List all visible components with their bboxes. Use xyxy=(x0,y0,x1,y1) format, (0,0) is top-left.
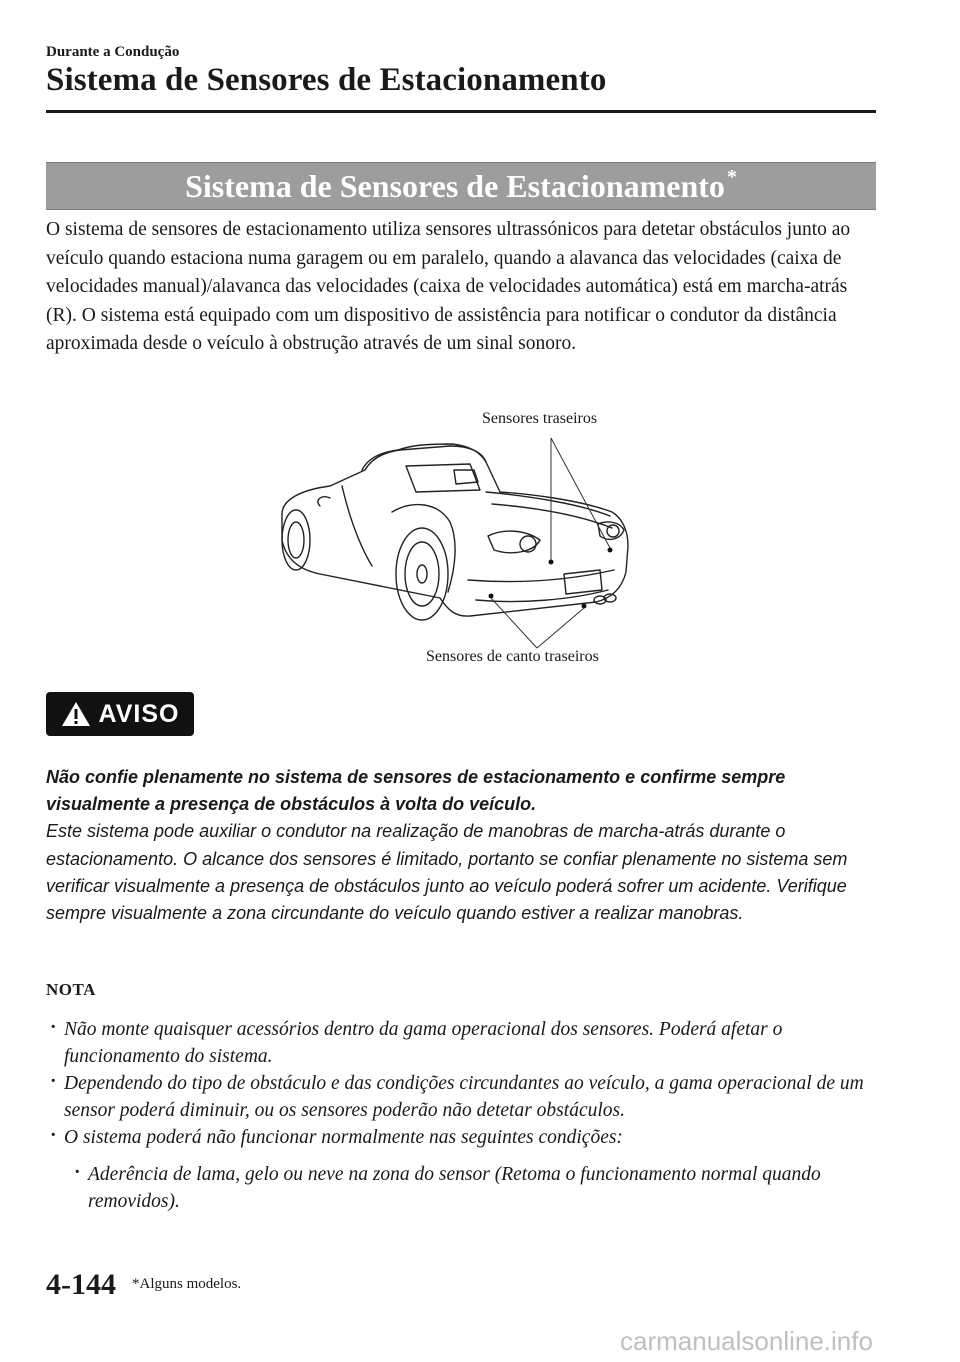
warning-text xyxy=(46,764,886,927)
rear-corner-sensors-label: Sensores de canto traseiros xyxy=(426,648,599,665)
warning-badge xyxy=(46,692,194,736)
warning-lead: Não confie plenamente no sistema de sensores de estacionamento e confirme sempre visualmente a presença de obstáculos à volta do veículo. xyxy=(46,767,786,815)
header-rule xyxy=(46,110,876,113)
list-item: · Não monte quaisquer acessórios dentro da gama operacional dos sensores. Poderá afetar o funcionamento do sistema. xyxy=(46,1016,886,1070)
footnote: *Alguns modelos. xyxy=(132,1276,242,1292)
rear-sensors-label: Sensores traseiros xyxy=(482,410,598,427)
list-item: · O sistema poderá não funcionar normalmente nas seguintes condições: xyxy=(46,1124,886,1151)
note-list xyxy=(46,1016,886,1215)
warning-badge-label: AVISO xyxy=(98,699,180,728)
page-number: 4-144 xyxy=(46,1268,116,1301)
watermark: carmanualsonline.info xyxy=(620,1326,873,1356)
note-heading: NOTA xyxy=(46,980,96,999)
list-item: · Dependendo do tipo de obstáculo e das condições circundantes ao veículo, a gama operacional de um sensor poderá diminuir, ou os sensores poderão não detetar obstáculos. xyxy=(46,1070,886,1124)
section-asterisk: * xyxy=(726,166,737,188)
page-title: Sistema de Sensores de Estacionamento xyxy=(46,62,607,98)
section-banner xyxy=(46,162,876,210)
chapter-label: Durante a Condução xyxy=(46,44,180,60)
section-title: Sistema de Sensores de Estacionamento xyxy=(185,168,725,204)
sub-list-item: · Aderência de lama, gelo ou neve na zona do sensor (Retoma o funcionamento normal quando removidos). xyxy=(70,1161,886,1215)
intro-paragraph: O sistema de sensores de estacionamento utiliza sensores ultrassónicos para detetar obstáculos junto ao veículo quando estaciona numa garagem ou em paralelo, quando a alavanca das velocidades (caixa de velocidades manual)/alavanca das velocidades (caixa de velocidades automática) está em marcha-atrás (R). O sistema está equipado com um dispositivo de assistência para notificar o condutor da distância aproximada desde o veículo à obstrução através de um sinal sonoro. xyxy=(46,219,851,355)
warning-body: Este sistema pode auxiliar o condutor na realização de manobras de marcha-atrás durante o estacionamento. O alcance dos sensores é limitado, portanto se confiar plenamente no sistema sem verificar visualmente a presença de obstáculos junto ao veículo poderá sofrer um acidente. Verifique sempre visualmente a zona circundante do veículo quando estiver a realizar manobras. xyxy=(46,821,848,924)
warning-triangle-icon xyxy=(61,701,91,727)
car-rear-illustration xyxy=(276,400,656,672)
